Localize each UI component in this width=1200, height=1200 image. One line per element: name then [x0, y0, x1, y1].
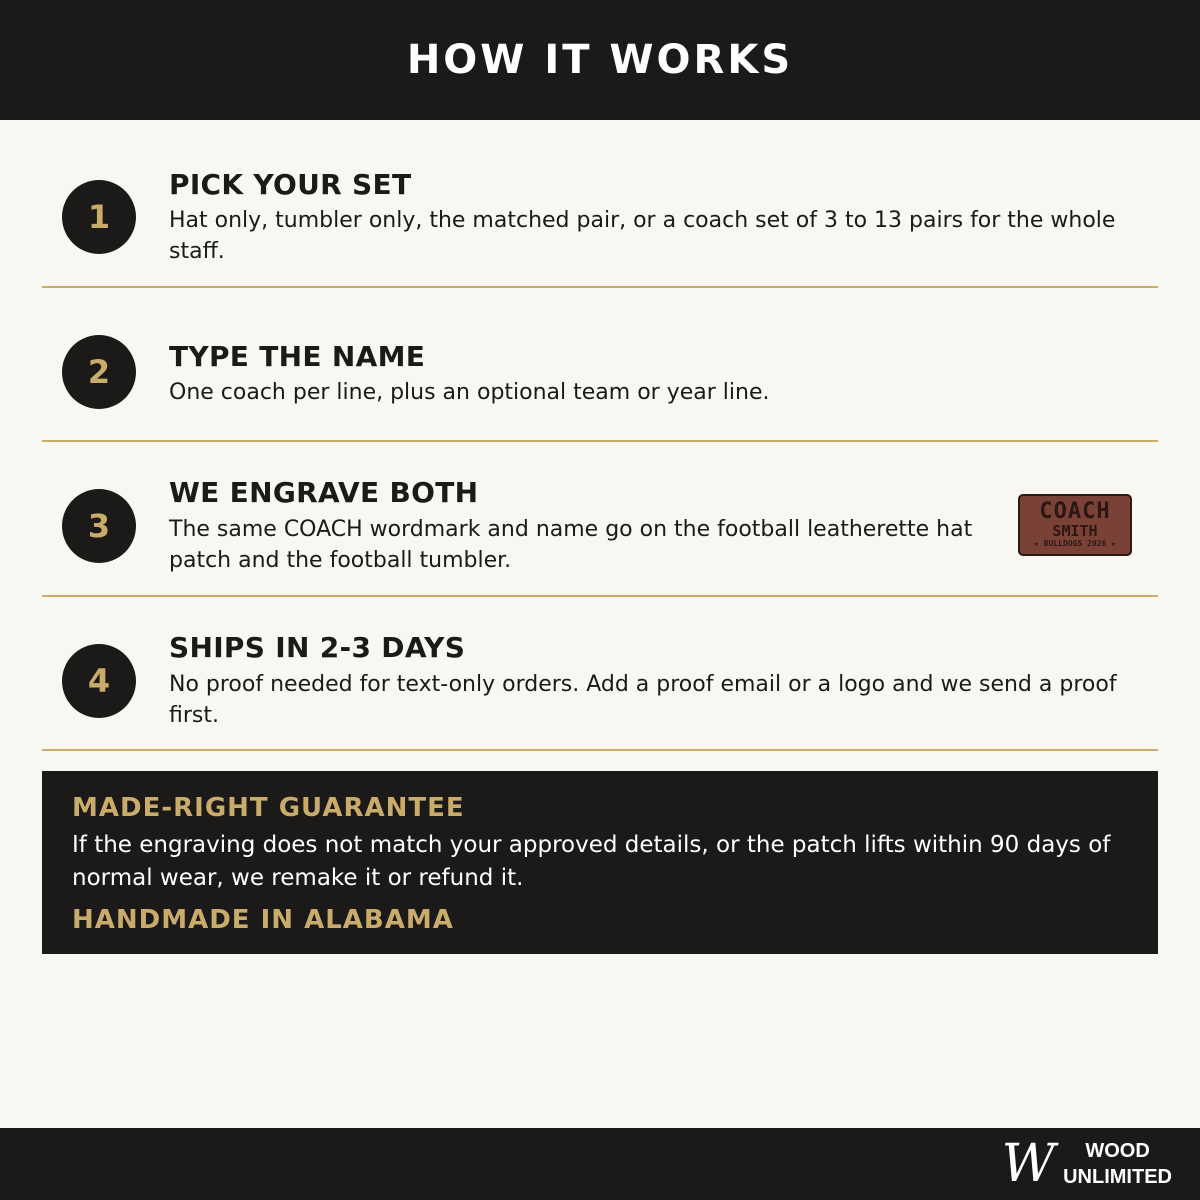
guarantee-title: MADE-RIGHT GUARANTEE [72, 793, 465, 823]
patch-wordmark: COACH [1039, 499, 1111, 524]
page-header [0, 0, 1200, 120]
step-number-badge: 4 [62, 644, 136, 718]
logo-wordmark [1063, 1138, 1172, 1190]
page-title: HOW IT WORKS [406, 37, 794, 83]
step-description: The same COACH wordmark and name go on the football leatherette hat patch and the football tumbler. [169, 517, 973, 573]
handmade-label: HANDMADE IN ALABAMA [72, 905, 454, 935]
step-title: WE ENGRAVE BOTH [169, 476, 479, 509]
guarantee-box [42, 771, 1158, 954]
step-title: TYPE THE NAME [169, 340, 426, 373]
step-number-badge: 3 [62, 489, 136, 563]
step-title: SHIPS IN 2-3 DAYS [169, 631, 466, 664]
steps-list [42, 132, 1158, 751]
step-description: Hat only, tumbler only, the matched pair, or a coach set of 3 to 13 pairs for the whole staff. [169, 208, 1116, 264]
step-pick-your-set [42, 132, 1158, 288]
patch-name: SMITH [1052, 522, 1098, 540]
patch-subline: ★ BULLDOGS 2026 ★ [1034, 539, 1116, 548]
logo-line-2: UNLIMITED [1063, 1166, 1172, 1188]
step-type-the-name [42, 288, 1158, 442]
step-ships [42, 597, 1158, 751]
step-title: PICK YOUR SET [169, 168, 412, 201]
logo-line-1: WOOD [1085, 1140, 1150, 1162]
guarantee-text: If the engraving does not match your approved details, or the patch lifts within 90 days of normal wear, we remake it or refund it. [72, 832, 1111, 891]
logo-mark: W [1001, 1134, 1056, 1194]
step-we-engrave-both [42, 442, 1158, 597]
leatherette-patch-image [1018, 494, 1132, 556]
page-footer [0, 1128, 1200, 1200]
step-number-badge: 1 [62, 180, 136, 254]
brand-logo [1001, 1134, 1172, 1194]
step-description: No proof needed for text-only orders. Add a proof email or a logo and we send a proof first. [169, 672, 1117, 728]
step-description: One coach per line, plus an optional team or year line. [169, 380, 770, 405]
step-number-badge: 2 [62, 335, 136, 409]
